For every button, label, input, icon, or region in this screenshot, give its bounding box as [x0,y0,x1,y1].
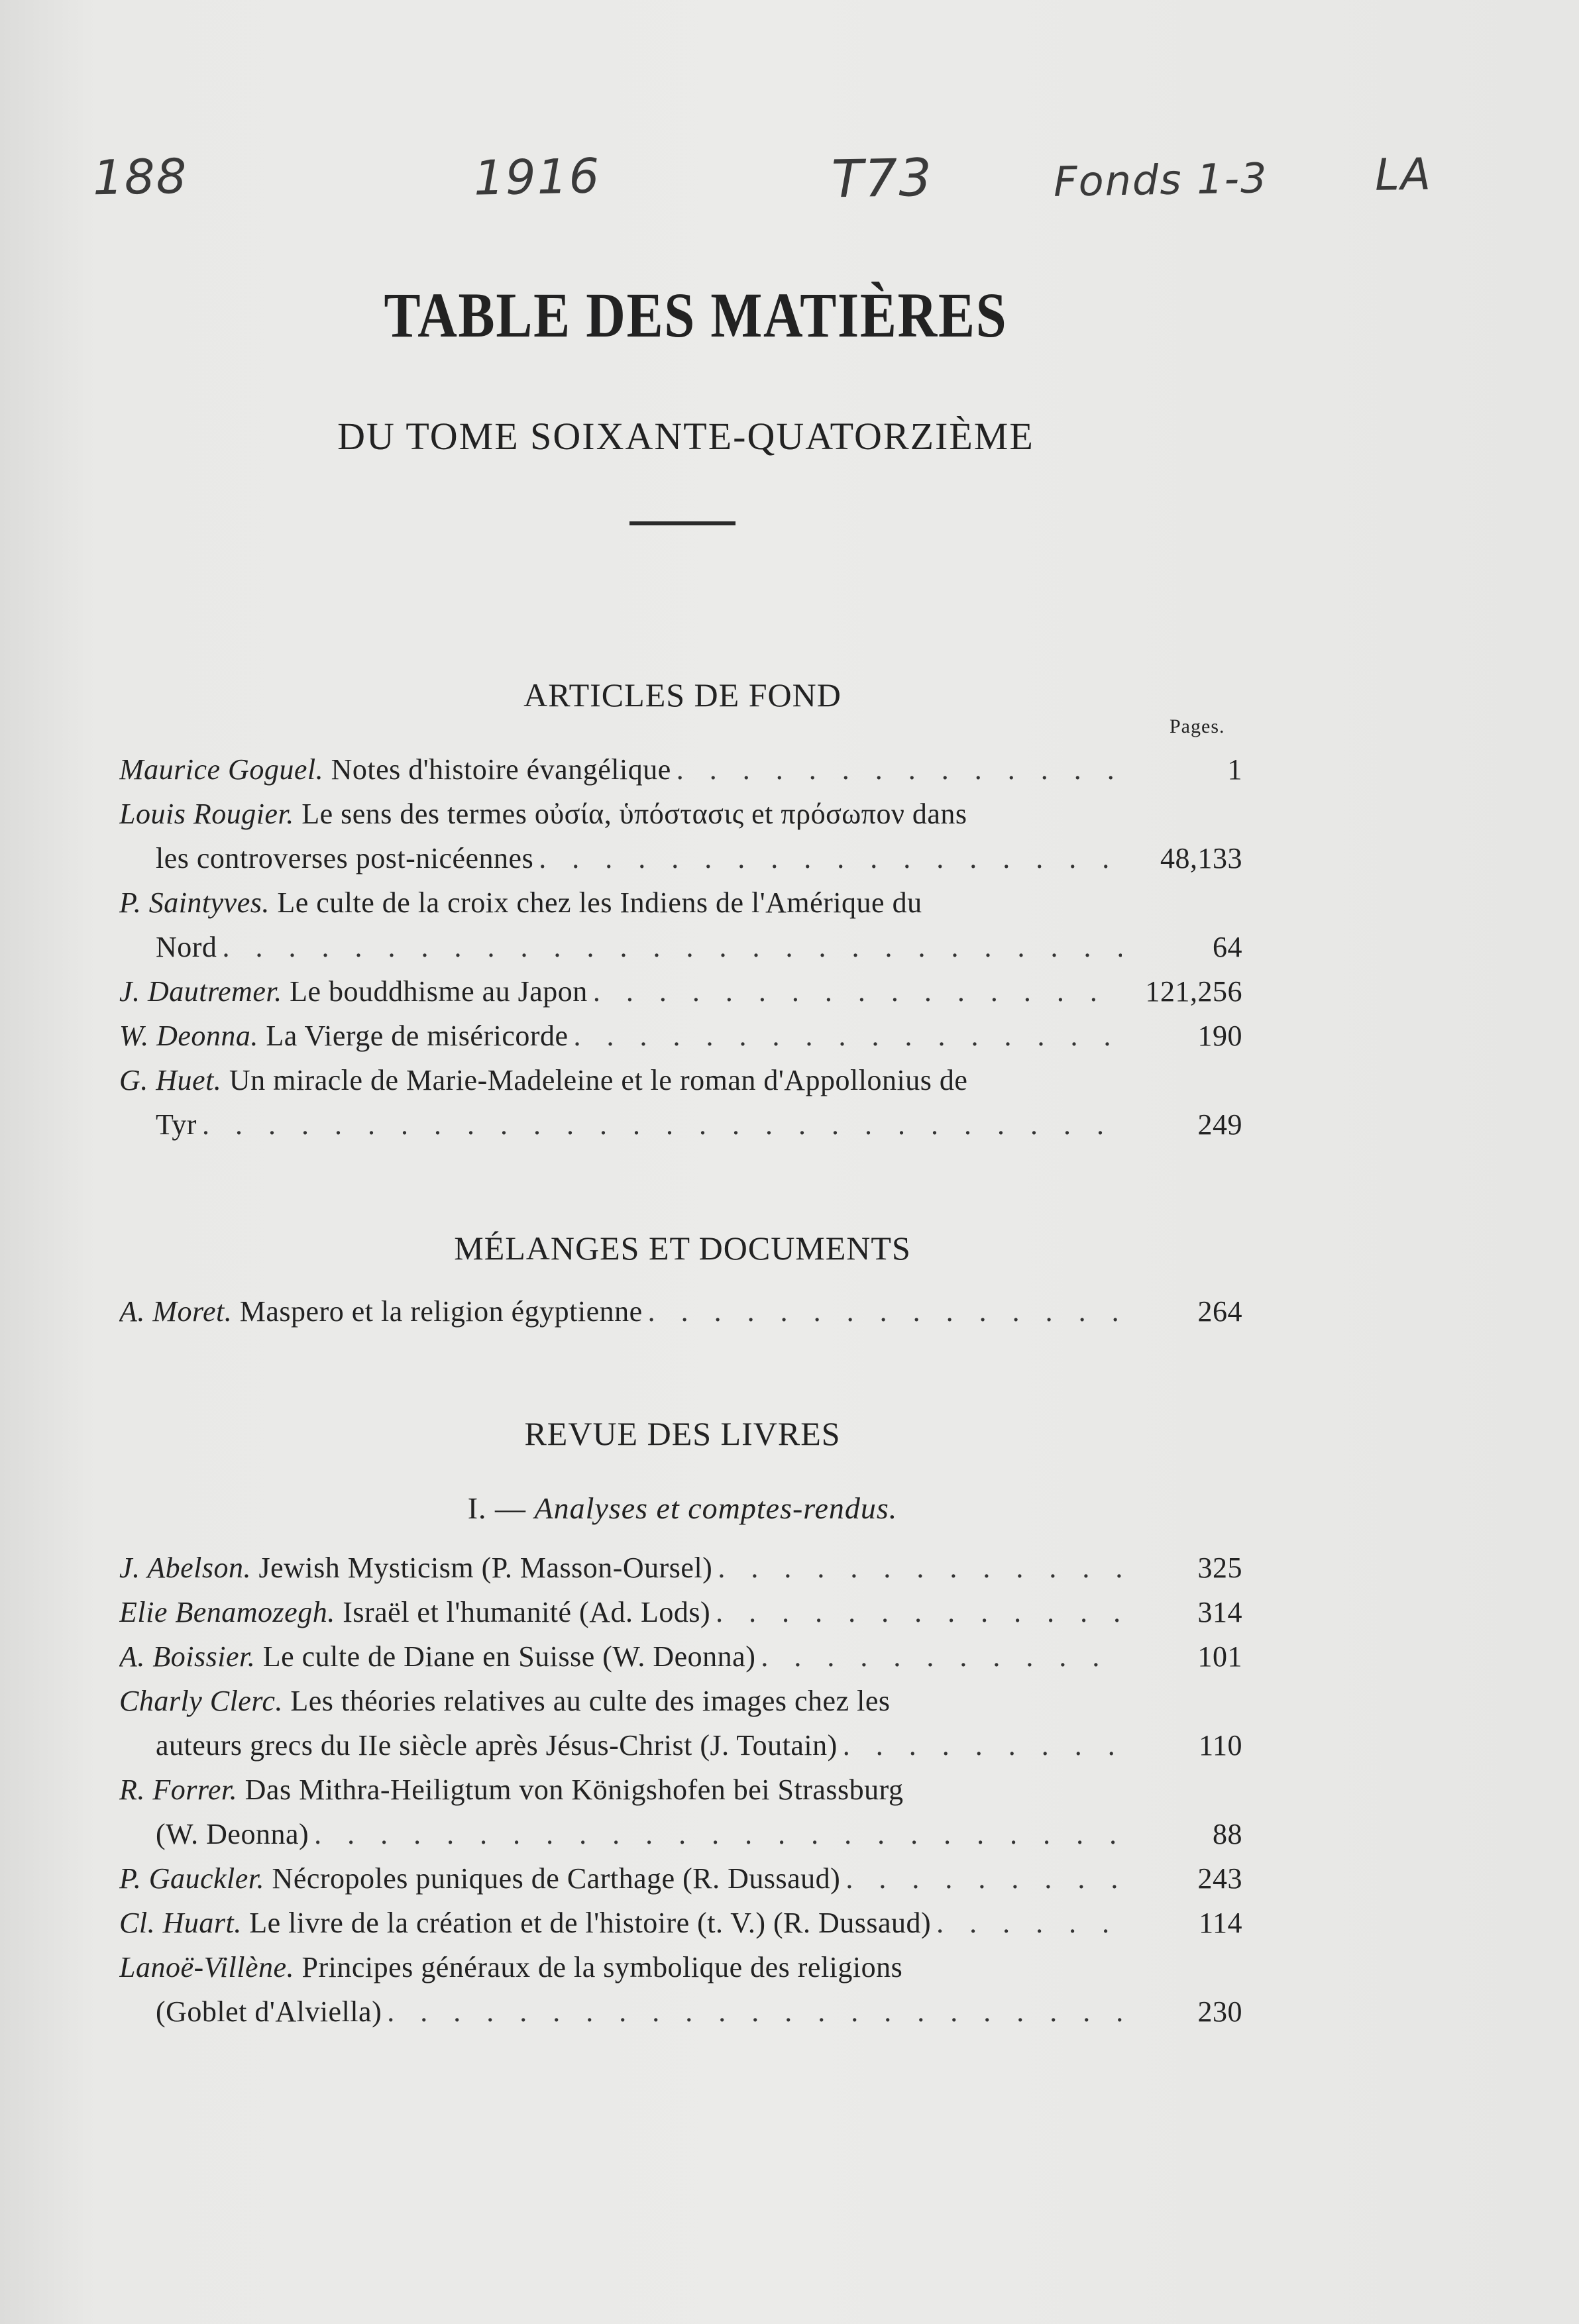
toc-entry-page: 121,256 [1145,975,1242,1008]
dot-leader [840,1856,1122,1901]
toc-entry-line [119,925,1242,969]
toc-entry-line [119,1856,1242,1901]
toc-entry-text [119,1773,903,1806]
dot-leader [643,1289,1122,1334]
dot-leader [755,1634,1122,1679]
toc-entry-title: La Vierge de miséricorde [266,1020,569,1052]
toc-entry-author: G. Huet. [119,1064,222,1096]
toc-entry-text [119,1546,712,1590]
toc-entry-text [119,747,671,792]
toc-entry-author: Cl. Huart. [119,1907,242,1939]
toc-entry-text [119,1685,891,1717]
toc-entry-line [119,1812,1242,1856]
toc-entry-text [119,886,922,919]
toc-entry-line [119,1058,1242,1102]
toc-entry-title: Jewish Mysticism (P. Masson-Oursel) [258,1552,713,1584]
toc-entry [119,969,1242,1014]
toc-entry-author: R. Forrer. [119,1773,238,1806]
toc-entry-line [119,880,1242,925]
handwritten-note: T73 [831,148,934,210]
toc-entry-author: J. Dautremer. [119,975,282,1008]
toc-entry-text [119,1901,931,1945]
toc-entry-line [119,792,1242,836]
toc-entry-page: 64 [1213,931,1242,963]
toc-entry-title: Notes d'histoire évangélique [331,753,671,786]
toc-entry-title: Nord [156,931,217,963]
toc-entry-line [119,1102,1242,1147]
toc-entry [119,1679,1242,1768]
dot-leader [533,836,1122,880]
toc-entry-line [119,1989,1242,2034]
toc-entry [119,1546,1242,1590]
toc-entry-title: Israël et l'humanité (Ad. Lods) [343,1596,711,1628]
toc-entry-author: P. Saintyves. [119,886,270,919]
handwritten-note: 1916 [473,148,601,206]
dot-leader [710,1590,1122,1634]
section-heading-revue: REVUE DES LIVRES [524,1415,841,1452]
toc-entry-title: les controverses post-nicéennes [156,842,534,874]
toc-entry-text [156,1102,197,1147]
toc-entry-author: Lanoë-Villène. [119,1951,294,1983]
toc-entry-title: Maspero et la religion égyptienne [239,1295,643,1328]
page-title: TABLE DES MATIÈRES [384,280,1008,350]
toc-entry-page: 314 [1197,1596,1242,1628]
toc-entry-line [119,1546,1242,1590]
toc-entry-text [156,1989,382,2034]
pages-column-label: Pages. [1170,715,1225,737]
dot-leader [838,1723,1122,1768]
toc-entry [119,792,1242,880]
toc-entry-author: A. Moret. [119,1295,233,1328]
toc-entry-page: 230 [1197,1995,1242,2028]
toc-entry-text [119,1951,902,1983]
toc-entry-title: (W. Deonna) [156,1818,309,1850]
toc-entry-author: J. Abelson. [119,1552,251,1584]
toc-entry-title: Les théories relatives au culte des images chez les [290,1685,891,1717]
toc-entry-text [119,1064,967,1096]
toc-entry-text [156,1723,838,1768]
title-divider [629,521,735,525]
toc-entry-title: Principes généraux de la symbolique des religions [301,1951,903,1983]
dot-leader [712,1546,1122,1590]
toc-entry [119,1058,1242,1147]
dot-leader [197,1102,1122,1147]
toc-entry-text [119,798,967,830]
toc-entry-author: Louis Rougier. [119,798,294,830]
toc-entry-title: Le culte de la croix chez les Indiens de l'Amérique du [277,886,922,919]
toc-entry-page: 243 [1197,1862,1242,1895]
dot-leader [382,1989,1122,2034]
toc-entry [119,1634,1242,1679]
toc-entry-page: 110 [1199,1729,1242,1762]
toc-entry-author: Elie Benamozegh. [119,1596,335,1628]
toc-entry-line [119,969,1242,1014]
toc-entry-text [119,1289,643,1334]
toc-entry-page: 249 [1197,1108,1242,1141]
toc-entry [119,1945,1242,2034]
toc-entry-text [156,836,533,880]
toc-entry-line [119,1289,1242,1334]
toc-entry-line [119,1679,1242,1723]
toc-entry-line [119,1901,1242,1945]
dot-leader [309,1812,1122,1856]
toc-entry-line [119,1634,1242,1679]
toc-entry-title: Nécropoles puniques de Carthage (R. Dussaud) [272,1862,841,1895]
toc-entry-page: 264 [1197,1295,1242,1328]
toc-entry-title: (Goblet d'Alviella) [156,1995,382,2028]
toc-entry-text [119,1856,840,1901]
toc-entry-page: 1 [1227,753,1242,786]
subheading-text: Analyses et comptes-rendus. [534,1491,898,1525]
handwritten-note: LA [1374,148,1433,201]
dot-leader [569,1014,1122,1058]
toc-entry [119,1590,1242,1634]
toc-entry [119,1856,1242,1901]
toc-entry-title: auteurs grecs du IIe siècle après Jésus-Christ (J. Toutain) [156,1729,838,1762]
toc-entry [119,1768,1242,1856]
toc-entry-title: Le sens des termes οὐσία, ὑπόστασις et πρόσωπον dans [301,798,967,830]
page-subtitle: DU TOME SOIXANTE-QUATORZIÈME [337,415,1034,458]
toc-entry-author: Charly Clerc. [119,1685,283,1717]
dot-leader [588,969,1122,1014]
toc-entry [119,747,1242,792]
toc-entry-text [119,1634,755,1679]
dot-leader [671,747,1122,792]
toc-entry-line [119,1590,1242,1634]
toc-entry-author: Maurice Goguel. [119,753,324,786]
toc-entry-title: Tyr [156,1108,197,1141]
dot-leader [217,925,1122,969]
toc-entry [119,1014,1242,1058]
toc-entry-page: 48,133 [1160,842,1242,874]
handwritten-note: 188 [92,148,189,206]
section-subheading-analyses [0,1491,1365,1526]
toc-entry-text [156,925,217,969]
toc-entry-text [156,1812,309,1856]
toc-entry-page: 114 [1199,1907,1242,1939]
handwritten-note: Fonds 1-3 [1053,154,1269,206]
toc-entry-page: 101 [1197,1640,1242,1673]
toc-entry-author: W. Deonna. [119,1020,258,1052]
toc-entry-line [119,1768,1242,1812]
toc-entry-title: Le culte de Diane en Suisse (W. Deonna) [262,1640,756,1673]
toc-entry-line [119,836,1242,880]
toc-entry-line [119,1723,1242,1768]
toc-entry-page: 325 [1197,1552,1242,1584]
toc-entry-author: P. Gauckler. [119,1862,265,1895]
toc-entry-line [119,1945,1242,1989]
toc-entry-title: Das Mithra-Heiligtum von Königshofen bei Strassburg [245,1773,904,1806]
toc-entry [119,1901,1242,1945]
toc-entry-line [119,1014,1242,1058]
toc-entry-page: 190 [1197,1020,1242,1052]
section-heading-melanges: MÉLANGES ET DOCUMENTS [454,1230,911,1267]
dot-leader [931,1901,1122,1945]
toc-entry-text [119,1014,569,1058]
toc-entry-line [119,747,1242,792]
toc-entry-page: 88 [1213,1818,1242,1850]
toc-entry [119,1289,1242,1334]
subheading-number: I. — [467,1491,527,1525]
toc-entry-title: Un miracle de Marie-Madeleine et le roman d'Appollonius de [229,1064,968,1096]
toc-entry-author: A. Boissier. [119,1640,256,1673]
toc-entry-title: Le livre de la création et de l'histoire (t. V.) (R. Dussaud) [249,1907,932,1939]
section-heading-articles: ARTICLES DE FOND [523,676,842,713]
toc-entry-title: Le bouddhisme au Japon [290,975,588,1008]
toc-entry-text [119,1590,710,1634]
toc-entry-text [119,969,588,1014]
toc-entry [119,880,1242,969]
